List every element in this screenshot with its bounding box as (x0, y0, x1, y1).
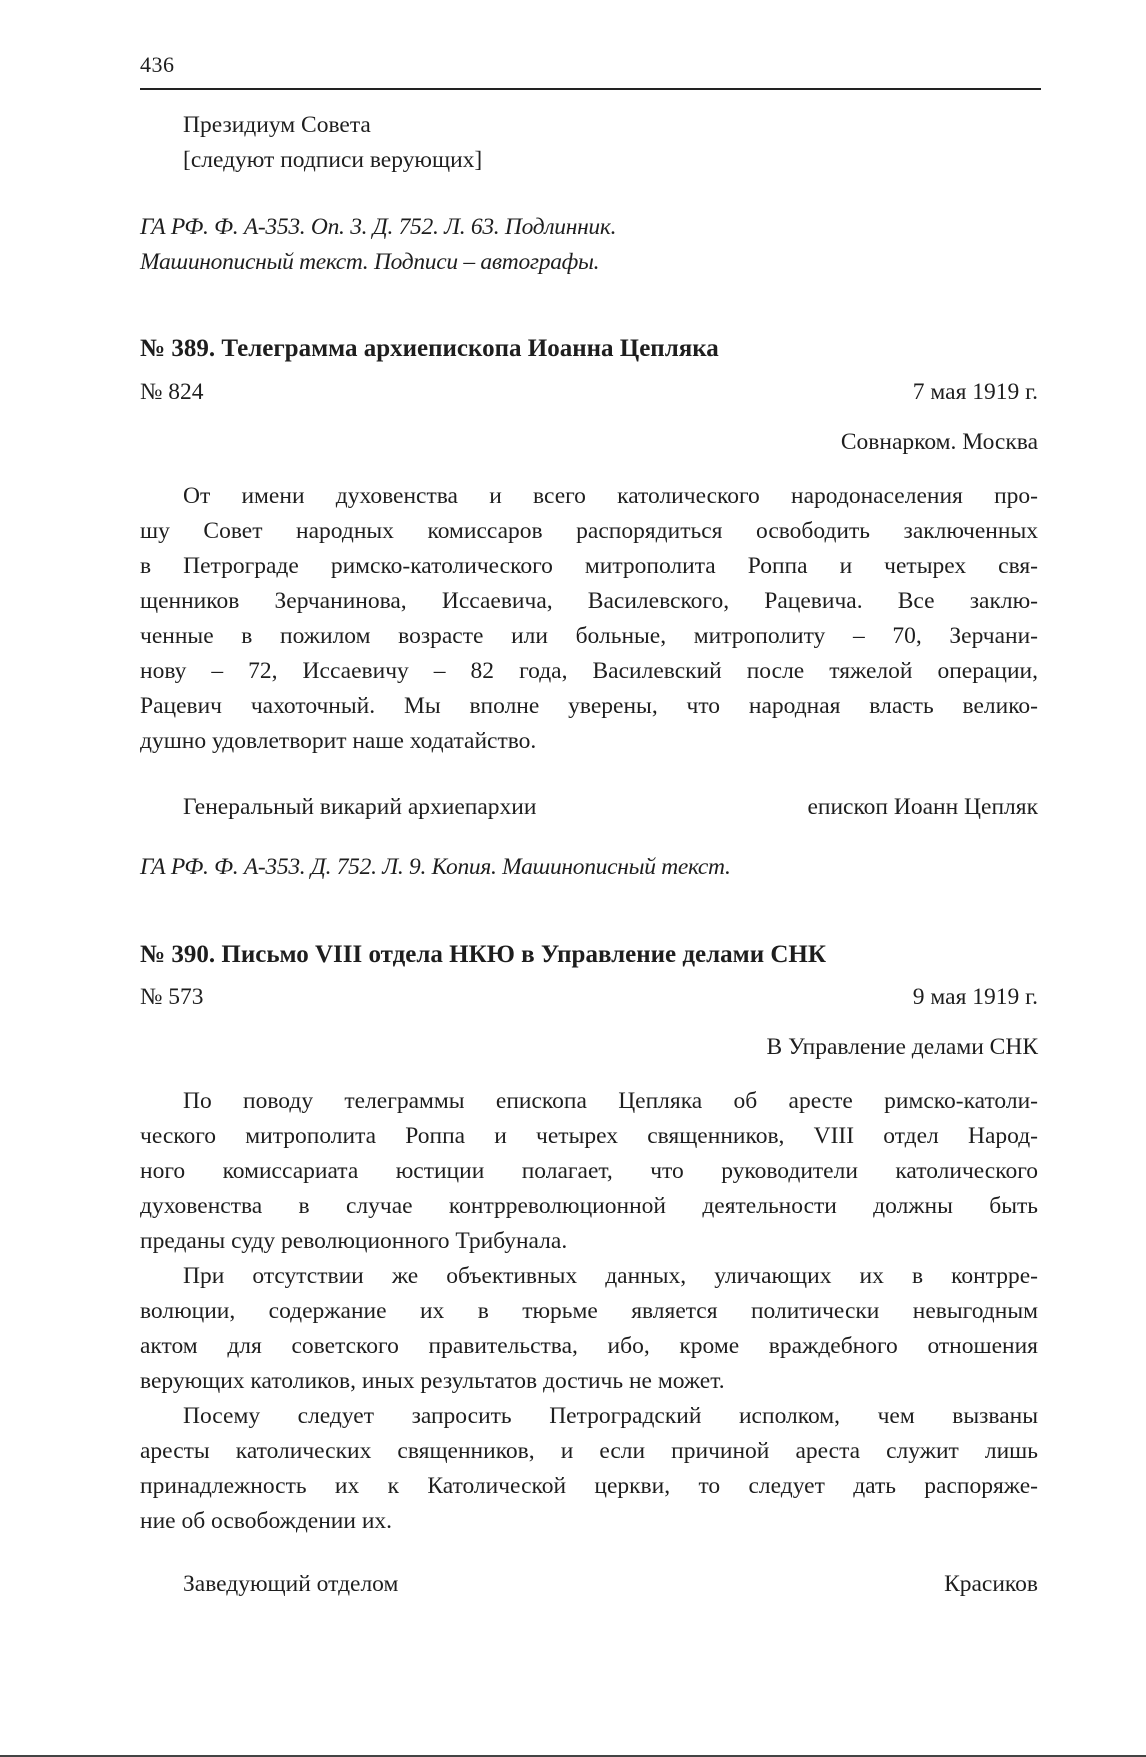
paragraph-line: ченные в пожилом возрасте или больные, митрополиту – 70, Зерчани- (140, 623, 1038, 649)
paragraph-line: ние об освобождении их. (140, 1508, 393, 1534)
header-rule (140, 88, 1041, 90)
document-meta (140, 982, 1038, 1012)
page-number: 436 (140, 52, 175, 77)
signature-name: епископ Иоанн Цепляк (807, 794, 1038, 820)
paragraph-line: душно удовлетворит наше ходатайство. (140, 728, 537, 754)
paragraph-line: ческого митрополита Роппа и четырех священников, VIII отдел Народ- (140, 1123, 1038, 1149)
document-number: № 824 (140, 379, 204, 405)
paragraph-line: нову – 72, Иссаевичу – 82 года, Василевский после тяжелой операции, (140, 658, 1038, 684)
archive-reference: Машинописный текст. Подписи – автографы. (140, 249, 600, 275)
paragraph-line: духовенства в случае контрреволюционной деятельности должны быть (140, 1193, 1038, 1219)
paragraph-line: По поводу телеграммы епископа Цепляка об аресте римско-католи- (183, 1088, 1038, 1114)
paragraph-line: в Петрограде римско-католического митрополита Роппа и четырех свя- (140, 553, 1038, 579)
paragraph-line: актом для советского правительства, ибо, кроме враждебного отношения (140, 1333, 1038, 1359)
document-date: 9 мая 1919 г. (912, 984, 1038, 1010)
paragraph-line: ного комиссариата юстиции полагает, что руководители католического (140, 1158, 1038, 1184)
paragraph-line: Посему следует запросить Петроградский исполком, чем вызваны (183, 1403, 1038, 1429)
document-date: 7 мая 1919 г. (912, 379, 1038, 405)
archive-reference: ГА РФ. Ф. А-353. Оп. 3. Д. 752. Л. 63. Подлинник. (140, 214, 617, 240)
paragraph-line: От имени духовенства и всего католического народонаселения про- (183, 483, 1038, 509)
archive-reference: ГА РФ. Ф. А-353. Д. 752. Л. 9. Копия. Машинописный текст. (140, 854, 731, 880)
paragraph-line: Рацевич чахоточный. Мы вполне уверены, что народная власть велико- (140, 693, 1038, 719)
document-addressee: Совнарком. Москва (840, 429, 1038, 455)
document-heading: № 389. Телеграмма архиепископа Иоанна Цепляка (140, 335, 719, 362)
signature-position: Генеральный викарий архиепархии (183, 794, 537, 820)
paragraph-line: шу Совет народных комиссаров распорядиться освободить заключенных (140, 518, 1038, 544)
document-heading: № 390. Письмо VIII отдела НКЮ в Управление делами СНК (140, 941, 826, 968)
signature-position: Заведующий отделом (183, 1571, 399, 1597)
paragraph-line: волюции, содержание их в тюрьме является политически невыгодным (140, 1298, 1038, 1324)
document-addressee: В Управление делами СНК (766, 1034, 1038, 1060)
document-meta (140, 377, 1038, 407)
paragraph-line: щенников Зерчанинова, Иссаевича, Василевского, Рацевича. Все заклю- (140, 588, 1038, 614)
closing-line: [следуют подписи верующих] (183, 147, 483, 173)
paragraph-line: принадлежность их к Католической церкви, то следует дать распоряже- (140, 1473, 1038, 1499)
paragraph-line: При отсутствии же объективных данных, уличающих их в контрре- (183, 1263, 1038, 1289)
paragraph-line: аресты католических священников, и если причиной ареста служит лишь (140, 1438, 1038, 1464)
document-number: № 573 (140, 984, 204, 1010)
signature-name: Красиков (944, 1571, 1038, 1597)
closing-line: Президиум Совета (183, 112, 371, 138)
paragraph-line: верующих католиков, иных результатов достичь не может. (140, 1368, 725, 1394)
paragraph-line: преданы суду революционного Трибунала. (140, 1228, 568, 1254)
